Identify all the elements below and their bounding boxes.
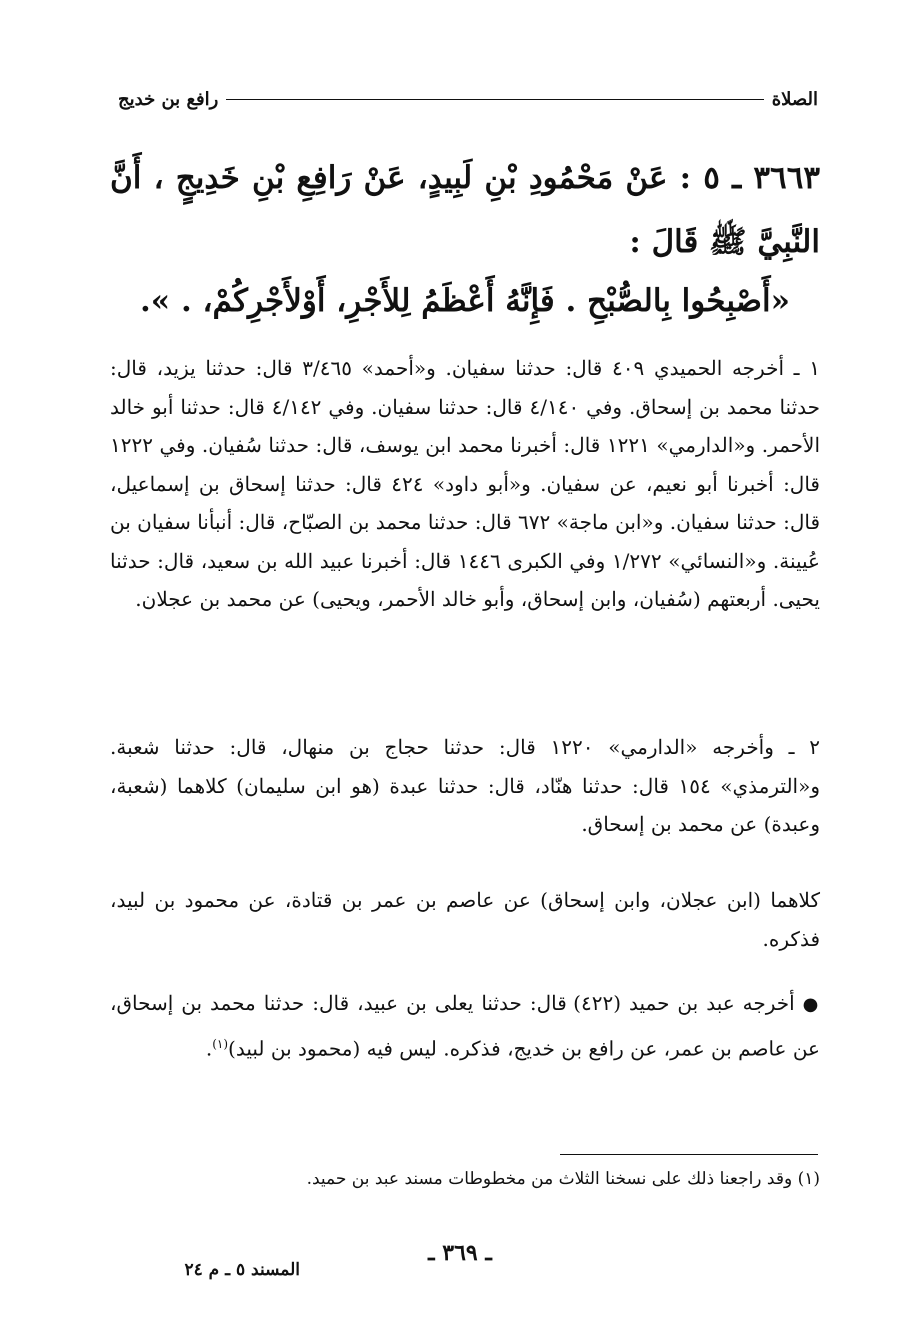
footnote-ref: (١) [212, 1036, 229, 1051]
hadith-isnad: ٣٦٦٣ ـ ٥ : عَنْ مَحْمُودِ بْنِ لَبِيدٍ، عَنْ رَافِعِ بْنِ خَدِيجٍ ، أَنَّ النَّبِيَّ ﷺ قَالَ : [110, 160, 820, 260]
takhrij-paragraph-abd [110, 984, 820, 1068]
bullet-icon: ● [802, 994, 820, 1015]
page-number: ـ ٣٦٩ ـ [428, 1240, 492, 1266]
summary-paragraph: كلاهما (ابن عجلان، وابن إسحاق) عن عاصم بن عمر بن قتادة، عن محمود بن لبيد، فذكره. [110, 888, 820, 951]
takhrij-paragraph-2: ٢ ـ وأخرجه «الدارمي» ١٢٢٠ قال: حدثنا حجاج بن منهال، قال: حدثنا شعبة. و«الترمذي» ١٥٤ قال: حدثنا هنّاد، قال: حدثنا عبدة (هو ابن سليمان) كلاهما (شعبة، وعبدة) عن محمد بن إسحاق. [110, 735, 821, 836]
header-rule [226, 99, 763, 100]
takhrij-paragraph-1: ١ ـ أخرجه الحميدي ٤٠٩ قال: حدثنا سفيان. و«أحمد» ٣/٤٦٥ قال: حدثنا يزيد، قال: حدثنا محمد بن إسحاق. وفي ٤/١٤٠ قال: حدثنا سفيان. وفي ٤/١٤٢ قال: حدثنا أبو خالد الأحمر. و«الدارمي» ١٢٢١ قال: أخبرنا محمد ابن يوسف، قال: حدثنا سُفيان. وفي ١٢٢٢ قال: أخبرنا أبو نعيم، عن سفيان. و«أبو داود» ٤٢٤ قال: حدثنا إسحاق بن إسماعيل، قال: حدثنا سفيان. و«ابن ماجة» ٦٧٢ قال: حدثنا محمد بن الصبّاح، قال: أنبأنا سفيان بن عُيينة. و«النسائي» ١/٢٧٢ وفي الكبرى ١٤٤٦ قال: أخبرنا عبيد الله بن سعيد، قال: حدثنا يحيى. أربعتهم (سُفيان، وابن إسحاق، وأبو خالد الأحمر، ويحيى) عن محمد بن عجلان. [110, 356, 821, 611]
abd-text: أخرجه عبد بن حميد (٤٢٢) قال: حدثنا يعلى بن عبيد، قال: حدثنا محمد بن إسحاق، عن عاصم بن عمر، عن رافع بن خديج، فذكره. ليس فيه (محمود بن لبيد) [110, 991, 820, 1061]
hadith-matn: «أَصْبِحُوا بِالصُّبْحِ . فَإِنَّهُ أَعْظَمُ لِلأَجْرِ، أَوْلأَجْرِكُمْ، . ». [140, 283, 790, 319]
abd-end: . [205, 1036, 213, 1061]
running-header [118, 84, 818, 114]
signature-mark: المسند ٥ ـ م ٢٤ [184, 1260, 300, 1280]
narrator-title: رافع بن خديج [118, 88, 219, 110]
footnote-rule [560, 1154, 818, 1155]
footnote: (١) وقد راجعنا ذلك على نسخنا الثلاث من مخطوطات مسند عبد بن حميد. [306, 1169, 820, 1189]
chapter-title: الصلاة [771, 88, 818, 110]
